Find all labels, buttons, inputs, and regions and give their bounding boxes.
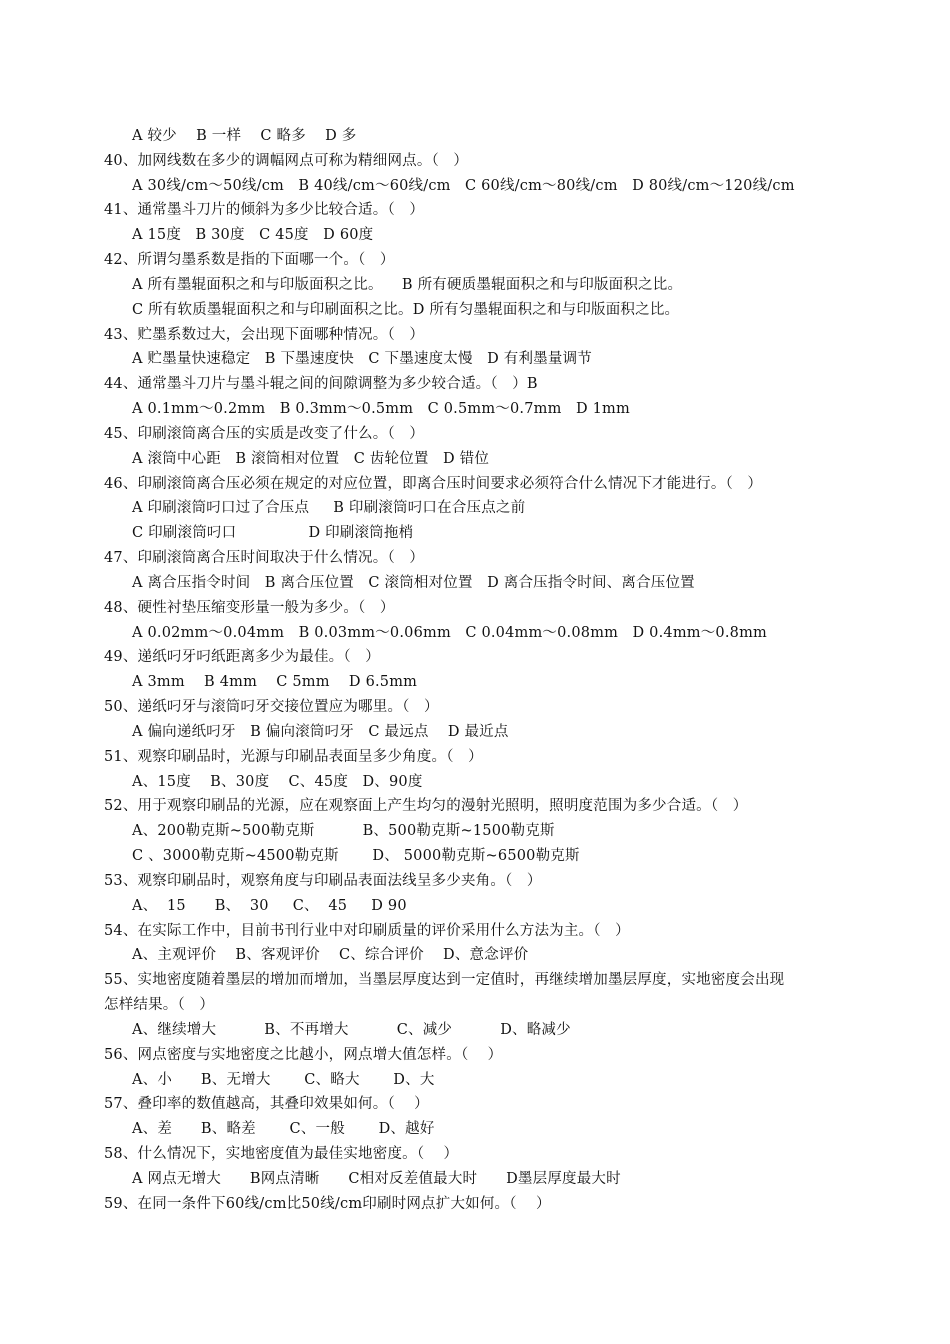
question-line: 53、观察印刷品时，观察角度与印刷品表面法线呈多少夹角。（ ） bbox=[104, 872, 542, 889]
question-line: 47、印刷滚筒离合压时间取决于什么情况。（ ） bbox=[104, 550, 425, 567]
question-line: 58、什么情况下，实地密度值为最佳实地密度。（ ） bbox=[104, 1146, 459, 1163]
options-line: A 网点无增大 B网点清晰 C相对反差值最大时 D墨层厚度最大时 bbox=[132, 1170, 621, 1187]
options-line: A、小 B、无增大 C、略大 D、大 bbox=[132, 1071, 435, 1088]
options-line: C 所有软质墨辊面积之和与印刷面积之比。D 所有匀墨辊面积之和与印版面积之比。 bbox=[132, 301, 680, 318]
question-line: 44、通常墨斗刀片与墨斗辊之间的间隙调整为多少较合适。（ ）B bbox=[104, 376, 538, 393]
question-line: 怎样结果。（ ） bbox=[104, 997, 215, 1014]
options-line: A 印刷滚筒叼口过了合压点 B 印刷滚筒叼口在合压点之前 bbox=[132, 500, 526, 517]
question-line: 59、在同一条件下60线/cm比50线/cm印刷时网点扩大如何。（ ） bbox=[104, 1195, 551, 1212]
options-line: C 印刷滚筒叼口 D 印刷滚筒拖梢 bbox=[132, 525, 414, 542]
options-line: A 3mm B 4mm C 5mm D 6.5mm bbox=[132, 674, 418, 691]
options-line: A、200勒克斯~500勒克斯 B、500勒克斯~1500勒克斯 bbox=[132, 823, 555, 840]
options-line: A 15度 B 30度 C 45度 D 60度 bbox=[132, 227, 374, 244]
options-line: A 所有墨辊面积之和与印版面积之比。 B 所有硬质墨辊面积之和与印版面积之比。 bbox=[132, 276, 683, 293]
question-line: 41、通常墨斗刀片的倾斜为多少比较合适。（ ） bbox=[104, 202, 425, 219]
question-line: 57、叠印率的数值越高，其叠印效果如何。（ ） bbox=[104, 1096, 429, 1113]
options-line: A 滚筒中心距 B 滚筒相对位置 C 齿轮位置 D 错位 bbox=[132, 450, 490, 467]
question-line: 42、所谓匀墨系数是指的下面哪一个。（ ） bbox=[104, 252, 395, 269]
options-line: C 、3000勒克斯~4500勒克斯 D、 5000勒克斯~6500勒克斯 bbox=[132, 848, 580, 865]
options-line: A、继续增大 B、不再增大 C、减少 D、略减少 bbox=[132, 1021, 571, 1038]
question-line: 48、硬性衬垫压缩变形量一般为多少。（ ） bbox=[104, 599, 395, 616]
question-line: 50、递纸叼牙与滚筒叼牙交接位置应为哪里。（ ） bbox=[104, 699, 439, 716]
options-line: A、 15 B、 30 C、 45 D 90 bbox=[132, 897, 407, 914]
question-line: 52、用于观察印刷品的光源，应在观察面上产生均匀的漫射光照明，照明度范围为多少合适。（ ） bbox=[104, 798, 748, 815]
options-line: A 0.02mm～0.04mm B 0.03mm～0.06mm C 0.04mm～0.08mm D 0.4mm～0.8mm bbox=[132, 624, 767, 641]
question-line: 46、印刷滚筒离合压必须在规定的对应位置，即离合压时间要求必须符合什么情况下才能进行。（ ） bbox=[104, 475, 763, 492]
question-line: 45、印刷滚筒离合压的实质是改变了什么。（ ） bbox=[104, 425, 425, 442]
options-line: A、差 B、略差 C、一般 D、越好 bbox=[132, 1121, 435, 1138]
options-line: A 较少 B 一样 C 略多 D 多 bbox=[132, 128, 357, 144]
question-line: 54、在实际工作中，目前书刊行业中对印刷质量的评价采用什么方法为主。（ ） bbox=[104, 922, 630, 939]
options-line: A、15度 B、30度 C、45度 D、90度 bbox=[132, 773, 423, 790]
options-line: A、主观评价 B、客观评价 C、综合评价 D、意念评价 bbox=[132, 947, 529, 964]
question-line: 51、观察印刷品时，光源与印刷品表面呈多少角度。（ ） bbox=[104, 748, 483, 765]
options-line: A 30线/cm～50线/cm B 40线/cm～60线/cm C 60线/cm～80线/cm D 80线/cm～120线/cm bbox=[132, 177, 795, 194]
options-line: A 贮墨量快速稳定 B 下墨速度快 C 下墨速度太慢 D 有利墨量调节 bbox=[132, 351, 592, 368]
options-line: A 0.1mm～0.2mm B 0.3mm～0.5mm C 0.5mm～0.7mm D 1mm bbox=[132, 401, 630, 418]
question-line: 55、实地密度随着墨层的增加而增加，当墨层厚度达到一定值时，再继续增加墨层厚度，实地密度会出现 bbox=[104, 972, 785, 989]
question-line: 49、递纸叼牙叼纸距离多少为最佳。（ ） bbox=[104, 649, 380, 666]
options-line: A 离合压指令时间 B 离合压位置 C 滚筒相对位置 D 离合压指令时间、离合压位置 bbox=[132, 574, 695, 591]
options-line: A 偏向递纸叼牙 B 偏向滚筒叼牙 C 最远点 D 最近点 bbox=[132, 723, 509, 740]
question-line: 40、加网线数在多少的调幅网点可称为精细网点。（ ） bbox=[104, 152, 469, 169]
question-line: 56、网点密度与实地密度之比越小，网点增大值怎样。（ ） bbox=[104, 1046, 503, 1063]
question-line: 43、贮墨系数过大，会出现下面哪种情况。（ ） bbox=[104, 326, 425, 343]
